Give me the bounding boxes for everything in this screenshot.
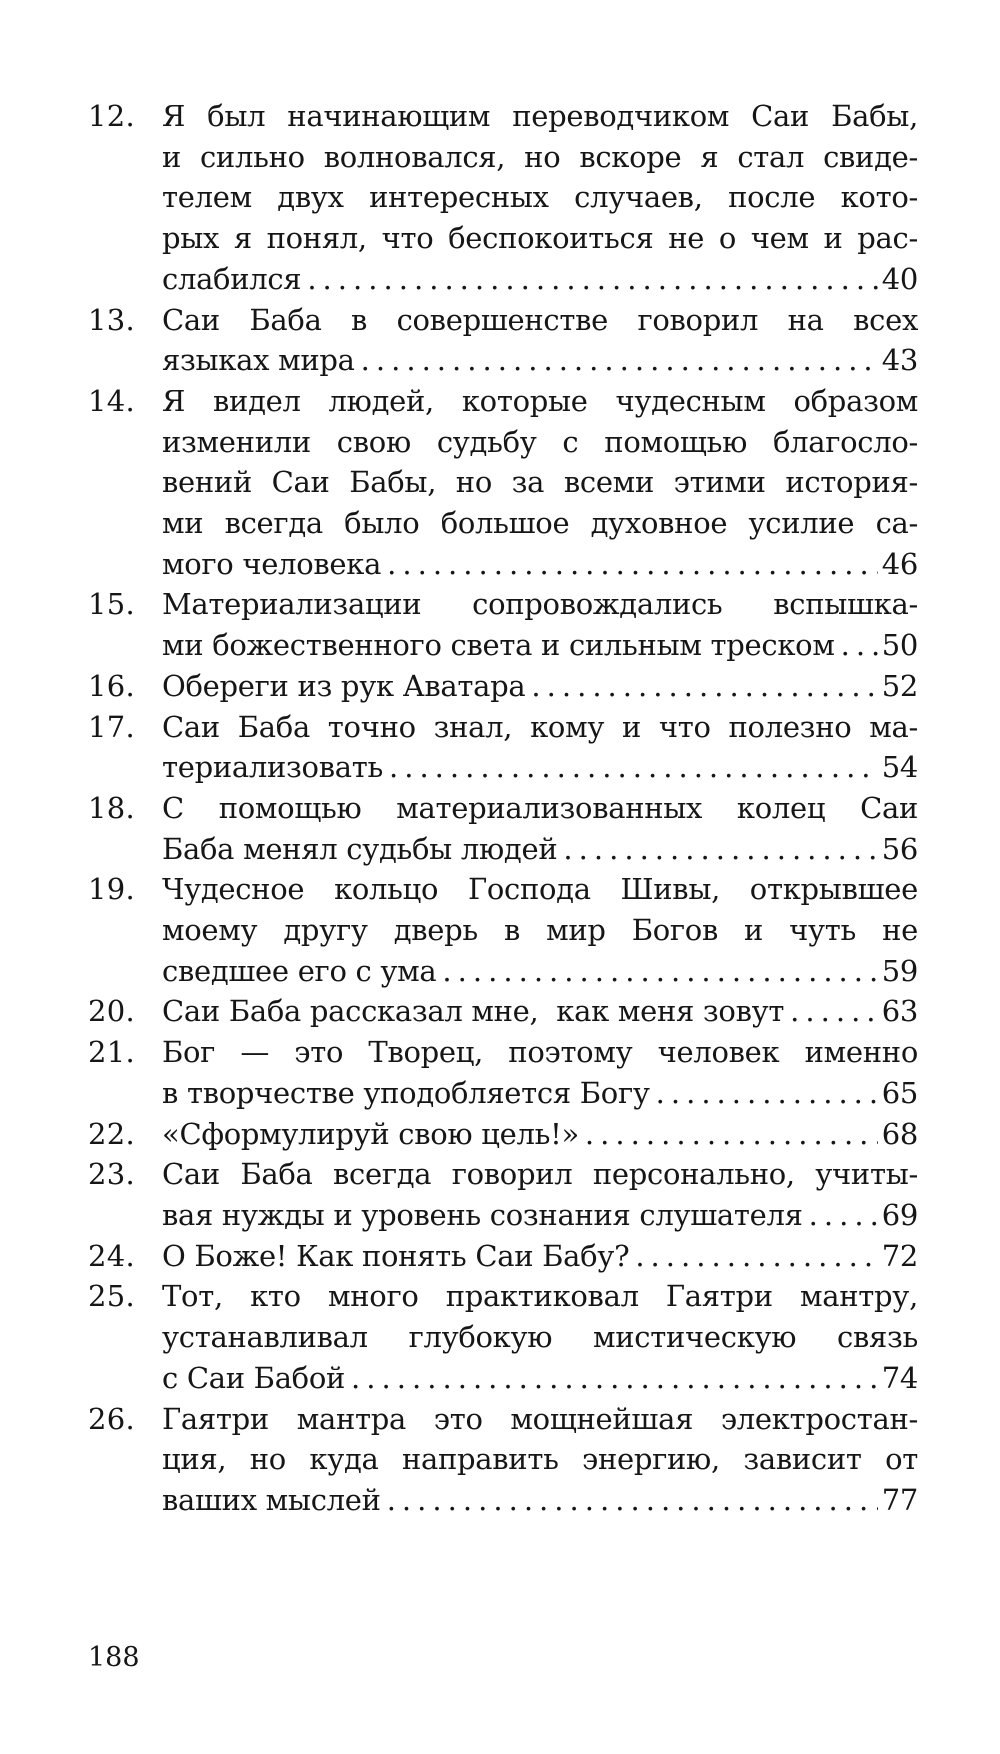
toc-entry-line: Саи Баба всегда говорил персонально, учиты-: [162, 1157, 918, 1192]
dot-leader: [387, 544, 878, 585]
toc-entry-number: 23.: [88, 1157, 136, 1192]
dot-leader: [841, 625, 878, 666]
toc-entry-number: 20.: [88, 994, 136, 1029]
dot-leader: [809, 1195, 878, 1236]
toc-entry-number: 17.: [88, 709, 136, 744]
toc-page-number: 56: [881, 831, 918, 866]
toc-entry-line: Я видел людей, которые чудесным образом: [162, 383, 918, 418]
toc-entry[interactable]: [88, 1276, 918, 1398]
toc-page-number: 50: [881, 628, 918, 663]
toc-entry-line: Гаятри мантра это мощнейшая электростан-: [162, 1401, 918, 1436]
table-of-contents: [88, 96, 918, 1521]
dot-leader: [387, 1480, 878, 1521]
toc-entry-line: «Сформулируй свою цель!»: [162, 1116, 579, 1151]
toc-page-number: 77: [881, 1482, 918, 1517]
toc-entry-line: Я был начинающим переводчиком Саи Бабы,: [162, 99, 918, 133]
toc-entry[interactable]: [88, 788, 918, 869]
toc-entry-number: 18.: [88, 790, 136, 825]
toc-entry-line: и сильно волновался, но вскоре я стал свиде-: [162, 139, 918, 174]
toc-page-number: 72: [881, 1238, 918, 1273]
toc-entry[interactable]: [88, 1114, 918, 1155]
toc-entry[interactable]: [88, 707, 918, 788]
toc-entry-line: Саи Баба рассказал мне, как меня зовут: [162, 994, 785, 1029]
toc-entry-line: телем двух интересных случаев, после кото-: [162, 180, 918, 215]
toc-entry[interactable]: [88, 1399, 918, 1521]
toc-entry-line: Баба менял судьбы людей: [162, 831, 558, 866]
toc-entry[interactable]: [88, 1154, 918, 1235]
toc-entry[interactable]: [88, 300, 918, 381]
dot-leader: [389, 747, 878, 788]
dot-leader: [656, 1073, 878, 1114]
dot-leader: [635, 1236, 877, 1277]
dot-leader: [790, 991, 878, 1032]
page-number: 188: [88, 1642, 140, 1673]
toc-page-number: 65: [881, 1075, 918, 1110]
toc-entry-line: ми всегда было большое духовное усилие са-: [162, 506, 918, 541]
toc-entry-line: Обереги из рук Аватара: [162, 668, 526, 703]
toc-entry-number: 13.: [88, 302, 136, 337]
toc-entry-line: моему другу дверь в мир Богов и чуть не: [162, 913, 918, 948]
toc-entry-line: с Саи Бабой: [162, 1360, 346, 1395]
toc-entry-line: мого человека: [162, 546, 382, 581]
toc-page-number: 69: [881, 1197, 918, 1232]
toc-entry-number: 19.: [88, 872, 136, 907]
toc-entry-line: Саи Баба в совершенстве говорил на всех: [162, 302, 918, 337]
toc-entry-line: териализовать: [162, 750, 383, 785]
dot-leader: [585, 1114, 878, 1155]
toc-page-number: 52: [881, 668, 918, 703]
toc-entry[interactable]: [88, 96, 918, 300]
toc-page-number: 43: [881, 343, 918, 378]
toc-entry-line: вая нужды и уровень сознания слушателя: [162, 1197, 803, 1232]
toc-entry-line: ваших мыслей: [162, 1482, 381, 1517]
dot-leader: [307, 259, 877, 300]
toc-entry[interactable]: [88, 666, 918, 707]
toc-entry-number: 24.: [88, 1238, 136, 1273]
toc-entry-line: О Боже! Как понять Саи Бабу?: [162, 1238, 630, 1273]
toc-page-number: 40: [881, 261, 918, 296]
toc-entry-line: Чудесное кольцо Господа Шивы, открывшее: [162, 872, 918, 907]
toc-entry-line: слабился: [162, 261, 302, 296]
toc-entry-line: Саи Баба точно знал, кому и что полезно ма-: [162, 709, 918, 744]
toc-page-number: 59: [881, 953, 918, 988]
toc-entry[interactable]: [88, 869, 918, 991]
toc-entry-line: Материализации сопровождались вспышка-: [162, 587, 918, 622]
toc-entry-line: рых я понял, что беспокоиться не о чем и рас-: [162, 221, 918, 256]
toc-entry-line: ми божественного света и сильным треском: [162, 628, 835, 663]
dot-leader: [361, 340, 878, 381]
toc-entry-line: вений Саи Бабы, но за всеми этими история-: [162, 465, 918, 500]
toc-entry-line: Бог — это Творец, поэтому человек именно: [162, 1035, 918, 1070]
toc-entry-line: языках мира: [162, 343, 355, 378]
dot-leader: [351, 1358, 878, 1399]
toc-page-number: 54: [881, 750, 918, 785]
toc-entry-number: 21.: [88, 1035, 136, 1070]
toc-entry-number: 26.: [88, 1401, 136, 1436]
toc-page-number: 68: [881, 1116, 918, 1151]
toc-entry-number: 12.: [88, 99, 136, 133]
toc-entry-number: 16.: [88, 668, 136, 703]
toc-entry[interactable]: [88, 1032, 918, 1113]
toc-entry[interactable]: [88, 991, 918, 1032]
dot-leader: [531, 666, 877, 707]
toc-page-number: 46: [881, 546, 918, 581]
toc-entry-number: 15.: [88, 587, 136, 622]
toc-entry-line: С помощью материализованных колец Саи: [162, 790, 918, 825]
toc-entry-line: Тот, кто много практиковал Гаятри мантру,: [162, 1279, 918, 1314]
toc-entry-line: ция, но куда направить энергию, зависит от: [162, 1442, 918, 1477]
toc-entry-line: сведшее его с ума: [162, 953, 437, 988]
toc-page-number: 74: [881, 1360, 918, 1395]
dot-leader: [442, 951, 877, 992]
toc-entry-number: 14.: [88, 383, 136, 418]
toc-page-number: 63: [881, 994, 918, 1029]
toc-entry-number: 22.: [88, 1116, 136, 1151]
toc-entry-line: в творчестве уподобляется Богу: [162, 1075, 650, 1110]
toc-entry-line: устанавливал глубокую мистическую связь: [162, 1320, 918, 1355]
toc-entry[interactable]: [88, 381, 918, 585]
toc-entry[interactable]: [88, 584, 918, 665]
toc-entry-line: изменили свою судьбу с помощью благосло-: [162, 424, 918, 459]
dot-leader: [563, 829, 877, 870]
toc-entry-number: 25.: [88, 1279, 136, 1314]
toc-entry[interactable]: [88, 1236, 918, 1277]
